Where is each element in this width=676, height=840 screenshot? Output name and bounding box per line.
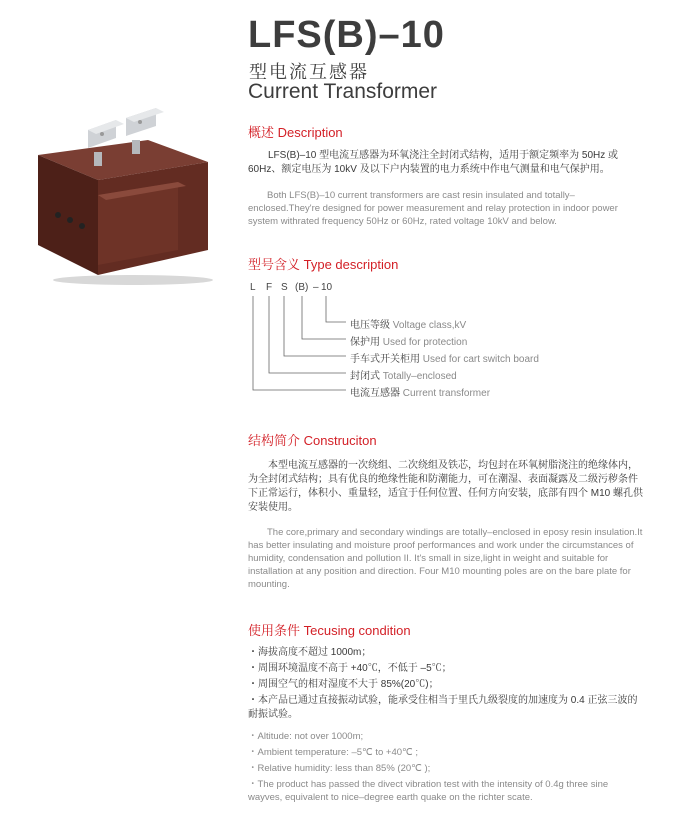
- description-heading-en: Description: [277, 125, 343, 140]
- product-name-cn: 型电流互感器: [249, 62, 369, 82]
- construction-heading-cn: 结构简介: [248, 433, 301, 448]
- legend-totally-enclosed: [350, 367, 457, 382]
- construction-heading: [248, 430, 377, 449]
- condition-item-vibration-cn: ・本产品已通过直接振动试验，能承受住相当于里氏九级裂度的加速度为 0.4 正弦三波的耐振试验。: [248, 695, 638, 720]
- construction-heading-en: Construciton: [303, 433, 377, 448]
- description-heading-cn: 概述: [248, 125, 275, 140]
- condition-item-humidity-en: ・Relative humidity: less than 85% (20℃ );: [248, 763, 431, 774]
- legend-voltage-en: Voltage class,kV: [392, 320, 467, 331]
- legend-ct-en: Current transformer: [402, 388, 491, 399]
- code-letter-10: 10: [321, 282, 333, 293]
- conditions-list-cn: [248, 646, 643, 724]
- condition-item-altitude-cn: ・海拔高度不超过 1000m；: [248, 647, 372, 658]
- code-letter-f: F: [266, 282, 273, 293]
- code-letter-dash: –: [313, 282, 319, 293]
- legend-enclosed-cn: 封闭式: [350, 371, 380, 382]
- condition-item-temperature-en: ・Ambient temperature: –5℃ to +40℃ ;: [248, 747, 418, 758]
- legend-protection-en: Used for protection: [382, 337, 468, 348]
- description-text-en: Both LFS(B)–10 current transformers are cast resin insulated and totally–enclosed.They're designed for power measurement and relay protection in indoor power system withrated frequency 50Hz or 60Hz, rated voltage 10kV and below.: [248, 190, 618, 227]
- type-heading-cn: 型号含义: [248, 257, 301, 272]
- construction-text-en: The core,primary and secondary windings are totally–enclosed in eposy resin insulation.It has better insulating and moisture proof performances and work under the circumstances of humidity, condensation and pollution II. It's small in size,light in weight and suitable for installation at any position and direction. Four M10 mounting poles are on the bare plate for mounting.: [248, 527, 643, 590]
- product-model-title: LFS(B)–10: [248, 14, 445, 56]
- condition-item-humidity-cn: ・周围空气的相对湿度不大于 85%(20℃)；: [248, 679, 439, 690]
- code-letter-b: (B): [295, 282, 309, 293]
- legend-voltage-class: [350, 316, 466, 331]
- legend-current-transformer: [350, 384, 490, 399]
- conditions-heading: [248, 620, 411, 639]
- product-name-en: Current Transformer: [248, 80, 438, 103]
- legend-enclosed-en: Totally–enclosed: [382, 371, 457, 382]
- code-letter-l: L: [250, 282, 256, 293]
- legend-protection: [350, 333, 467, 348]
- conditions-heading-en: Tecusing condition: [303, 623, 411, 638]
- description-text-cn: LFS(B)–10 型电流互感器为环氧浇注全封闭式结构，适用于额定频率为 50Hz 或 60Hz、额定电压为 10kV 及以下户内装置的电力系统中作电气测量和电气保护用。: [248, 150, 619, 175]
- legend-cart-switch: [350, 350, 539, 365]
- code-letter-s: S: [281, 282, 288, 293]
- legend-protection-cn: 保护用: [350, 337, 380, 348]
- conditions-list-en: [248, 730, 643, 807]
- legend-cart-cn: 手车式开关柜用: [350, 354, 420, 365]
- condition-item-altitude-en: ・Altitude: not over 1000m;: [248, 731, 364, 742]
- condition-item-vibration-en: ・The product has passed the divect vibration test with the intensity of 0.4g three sine wayves, equivalent to nice–degree earth quake on the richter scate.: [248, 779, 609, 803]
- legend-voltage-cn: 电压等级: [350, 320, 390, 331]
- legend-cart-en: Used for cart switch board: [422, 354, 539, 365]
- construction-text-cn: 本型电流互感器的一次绕组、二次绕组及铁芯，均包封在环氧树脂浇注的绝缘体内，为全封闭式结构；具有优良的绝缘性能和防潮能力，可在潮湿、表面凝露及二级污秽条件下正常运行，体积小、重量轻，适宜于任何位置、任何方向安装，底部有四个 M10 螺孔供安装使用。: [248, 460, 644, 513]
- conditions-heading-cn: 使用条件: [248, 623, 301, 638]
- condition-item-temperature-cn: ・周围环境温度不高于 +40℃，不低于 –5℃；: [248, 663, 452, 674]
- type-heading-en: Type description: [303, 257, 399, 272]
- legend-ct-cn: 电流互感器: [350, 388, 400, 399]
